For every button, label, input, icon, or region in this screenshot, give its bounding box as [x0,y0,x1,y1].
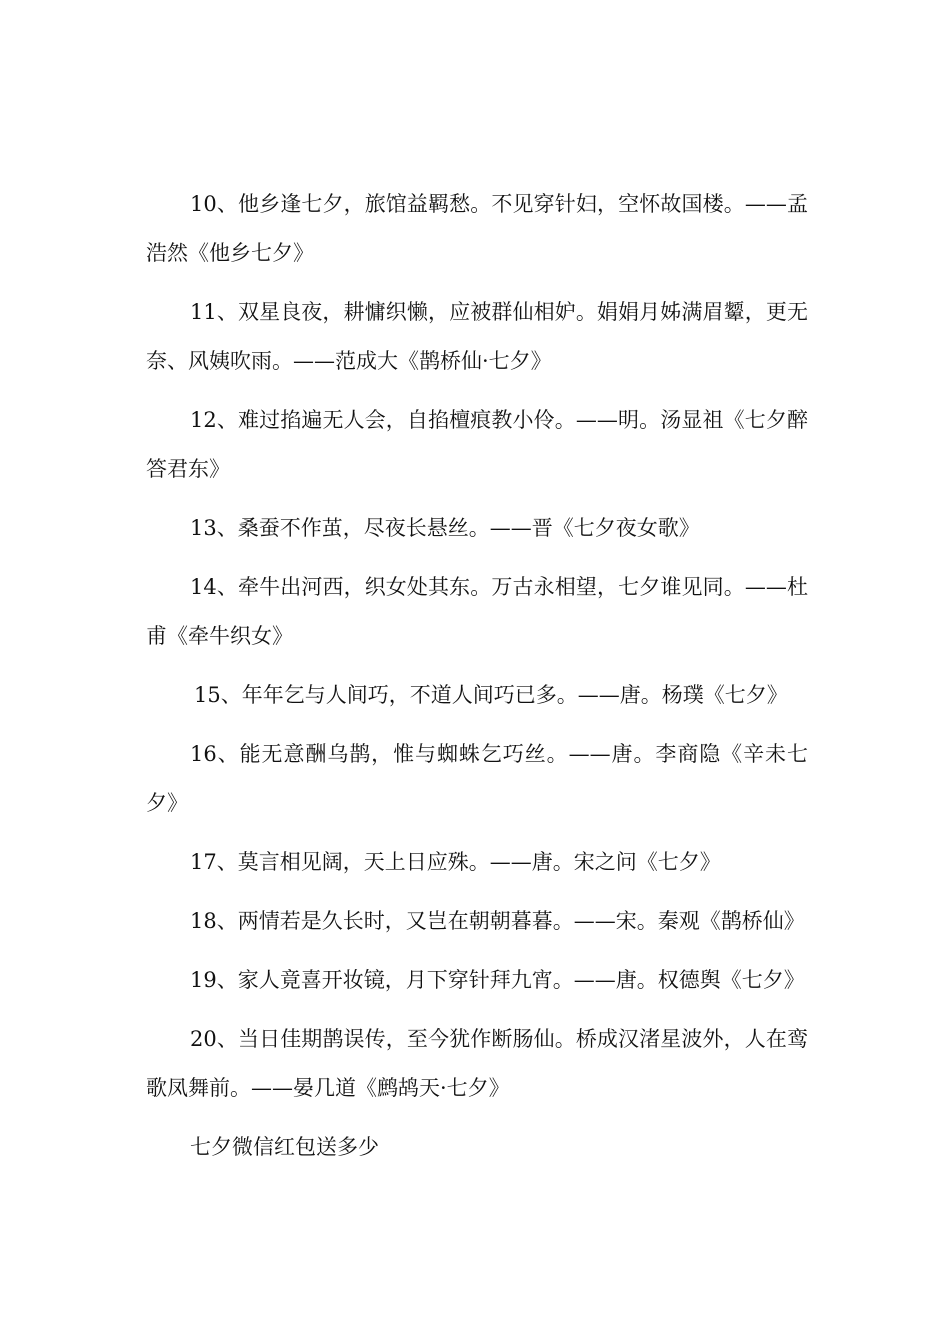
poem-quote-16: 16、能无意酬乌鹊，惟与蜘蛛乞巧丝。——唐。李商隐《辛未七夕》 [146,742,808,815]
poem-quote-20: 20、当日佳期鹊误传，至今犹作断肠仙。桥成汉渚星波外，人在鸾歌凤舞前。——晏几道《鹧鸪天·七夕》 [146,1027,808,1100]
poem-quote-14: 14、牵牛出河西，织女处其东。万古永相望，七夕谁见同。——杜甫《牵牛织女》 [146,575,808,648]
poem-quote-13: 13、桑蚕不作茧，尽夜长悬丝。——晋《七夕夜女歌》 [190,516,700,540]
section-heading: 七夕微信红包送多少 [190,1135,379,1159]
poem-quote-11: 11、双星良夜，耕慵织懒，应被群仙相妒。娟娟月姊满眉颦，更无奈、风姨吹雨。——范成大《鹊桥仙·七夕》 [146,300,808,373]
poem-quote-19: 19、家人竟喜开妆镜，月下穿针拜九宵。——唐。权德舆《七夕》 [190,968,805,992]
poem-quote-18: 18、两情若是久长时，又岂在朝朝暮暮。——宋。秦观《鹊桥仙》 [190,909,805,933]
document-body [146,180,808,1182]
poem-quote-15: 15、年年乞与人间巧，不道人间巧已多。——唐。杨璞《七夕》 [194,683,788,707]
poem-quote-17: 17、莫言相见阔，天上日应殊。——唐。宋之问《七夕》 [190,850,721,874]
poem-quote-12: 12、难过掐遍无人会，自掐檀痕教小伶。——明。汤显祖《七夕醉答君东》 [146,408,808,481]
poem-quote-10: 10、他乡逢七夕，旅馆益羁愁。不见穿针妇，空怀故国楼。——孟浩然《他乡七夕》 [146,192,808,265]
